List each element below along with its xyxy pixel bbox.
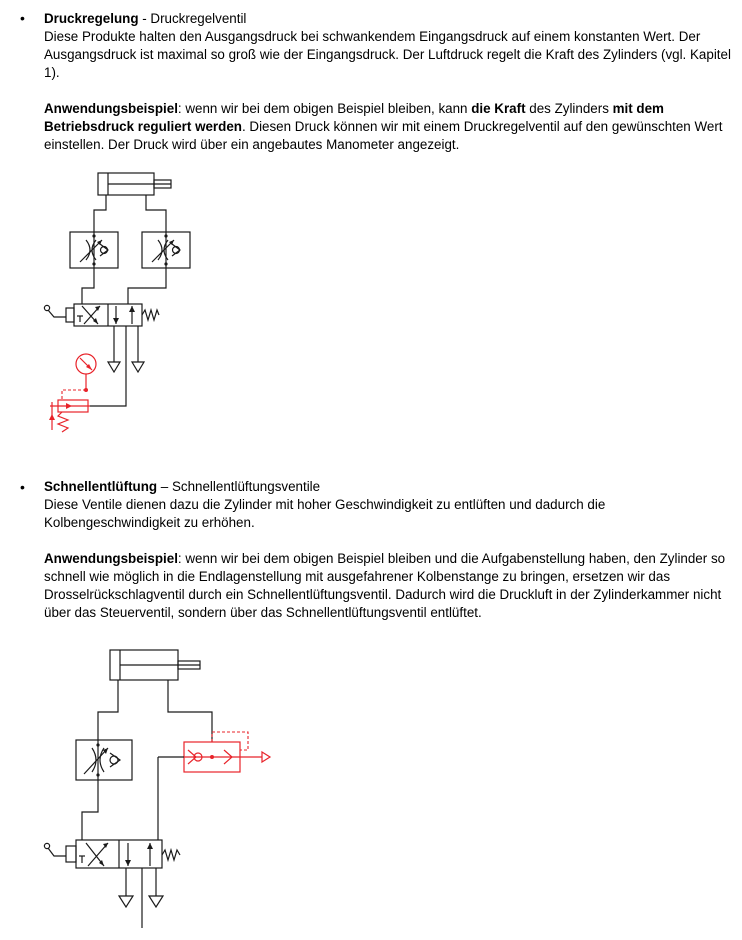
section-heading: Schnellentlüftung – Schnellentlüftungsventile <box>44 479 321 494</box>
directional-valve-5-2 <box>44 840 180 868</box>
quick-exhaust-valve <box>158 732 270 772</box>
bullet-1: • <box>20 10 25 26</box>
cylinder-symbol <box>110 650 200 680</box>
bullet-2: • <box>20 479 25 495</box>
section-description: Diese Produkte halten den Ausgangsdruck bei schwankendem Eingangsdruck auf einem konstanten Wert. Der Ausgangsdruck ist maximal so groß wie der Eingangsdruck. Der Luftdruck regelt die Kraft des Zylinders (vgl. Kapitel 1). <box>44 29 731 80</box>
application-example: Anwendungsbeispiel: wenn wir bei dem obigen Beispiel bleiben, kann die Kraft des Zylinders mit dem Betriebsdruck reguliert werden. Diesen Druck können wir mit einem Druckregelventil auf den gewünschten Wert einstellen. Der Druck wird über ein angebautes Manometer angezeigt. <box>44 101 723 152</box>
section-heading: Druckregelung - Druckregelventil <box>44 11 247 26</box>
application-example: Anwendungsbeispiel: wenn wir bei dem obigen Beispiel bleiben und die Aufgabenstellung haben, den Zylinder so schnell wie möglich in die Endlagenstellung mit ausgefahrener Kolbenstange zu bringen, ersetzen wir das Drosselrückschlagventil durch ein Schnellentlüftungsventil. Dadurch wird die Druckluft in der Zylinderkammer nicht über das Steuerventil, sondern über das Schnellentlüftungsventil entlüftet. <box>44 551 726 620</box>
throttle-check-valve <box>76 740 132 780</box>
section-description: Diese Ventile dienen dazu die Zylinder mit hoher Geschwindigkeit zu entlüften und dadurch die Kolbengeschwindigkeit zu erhöhen. <box>44 497 606 530</box>
